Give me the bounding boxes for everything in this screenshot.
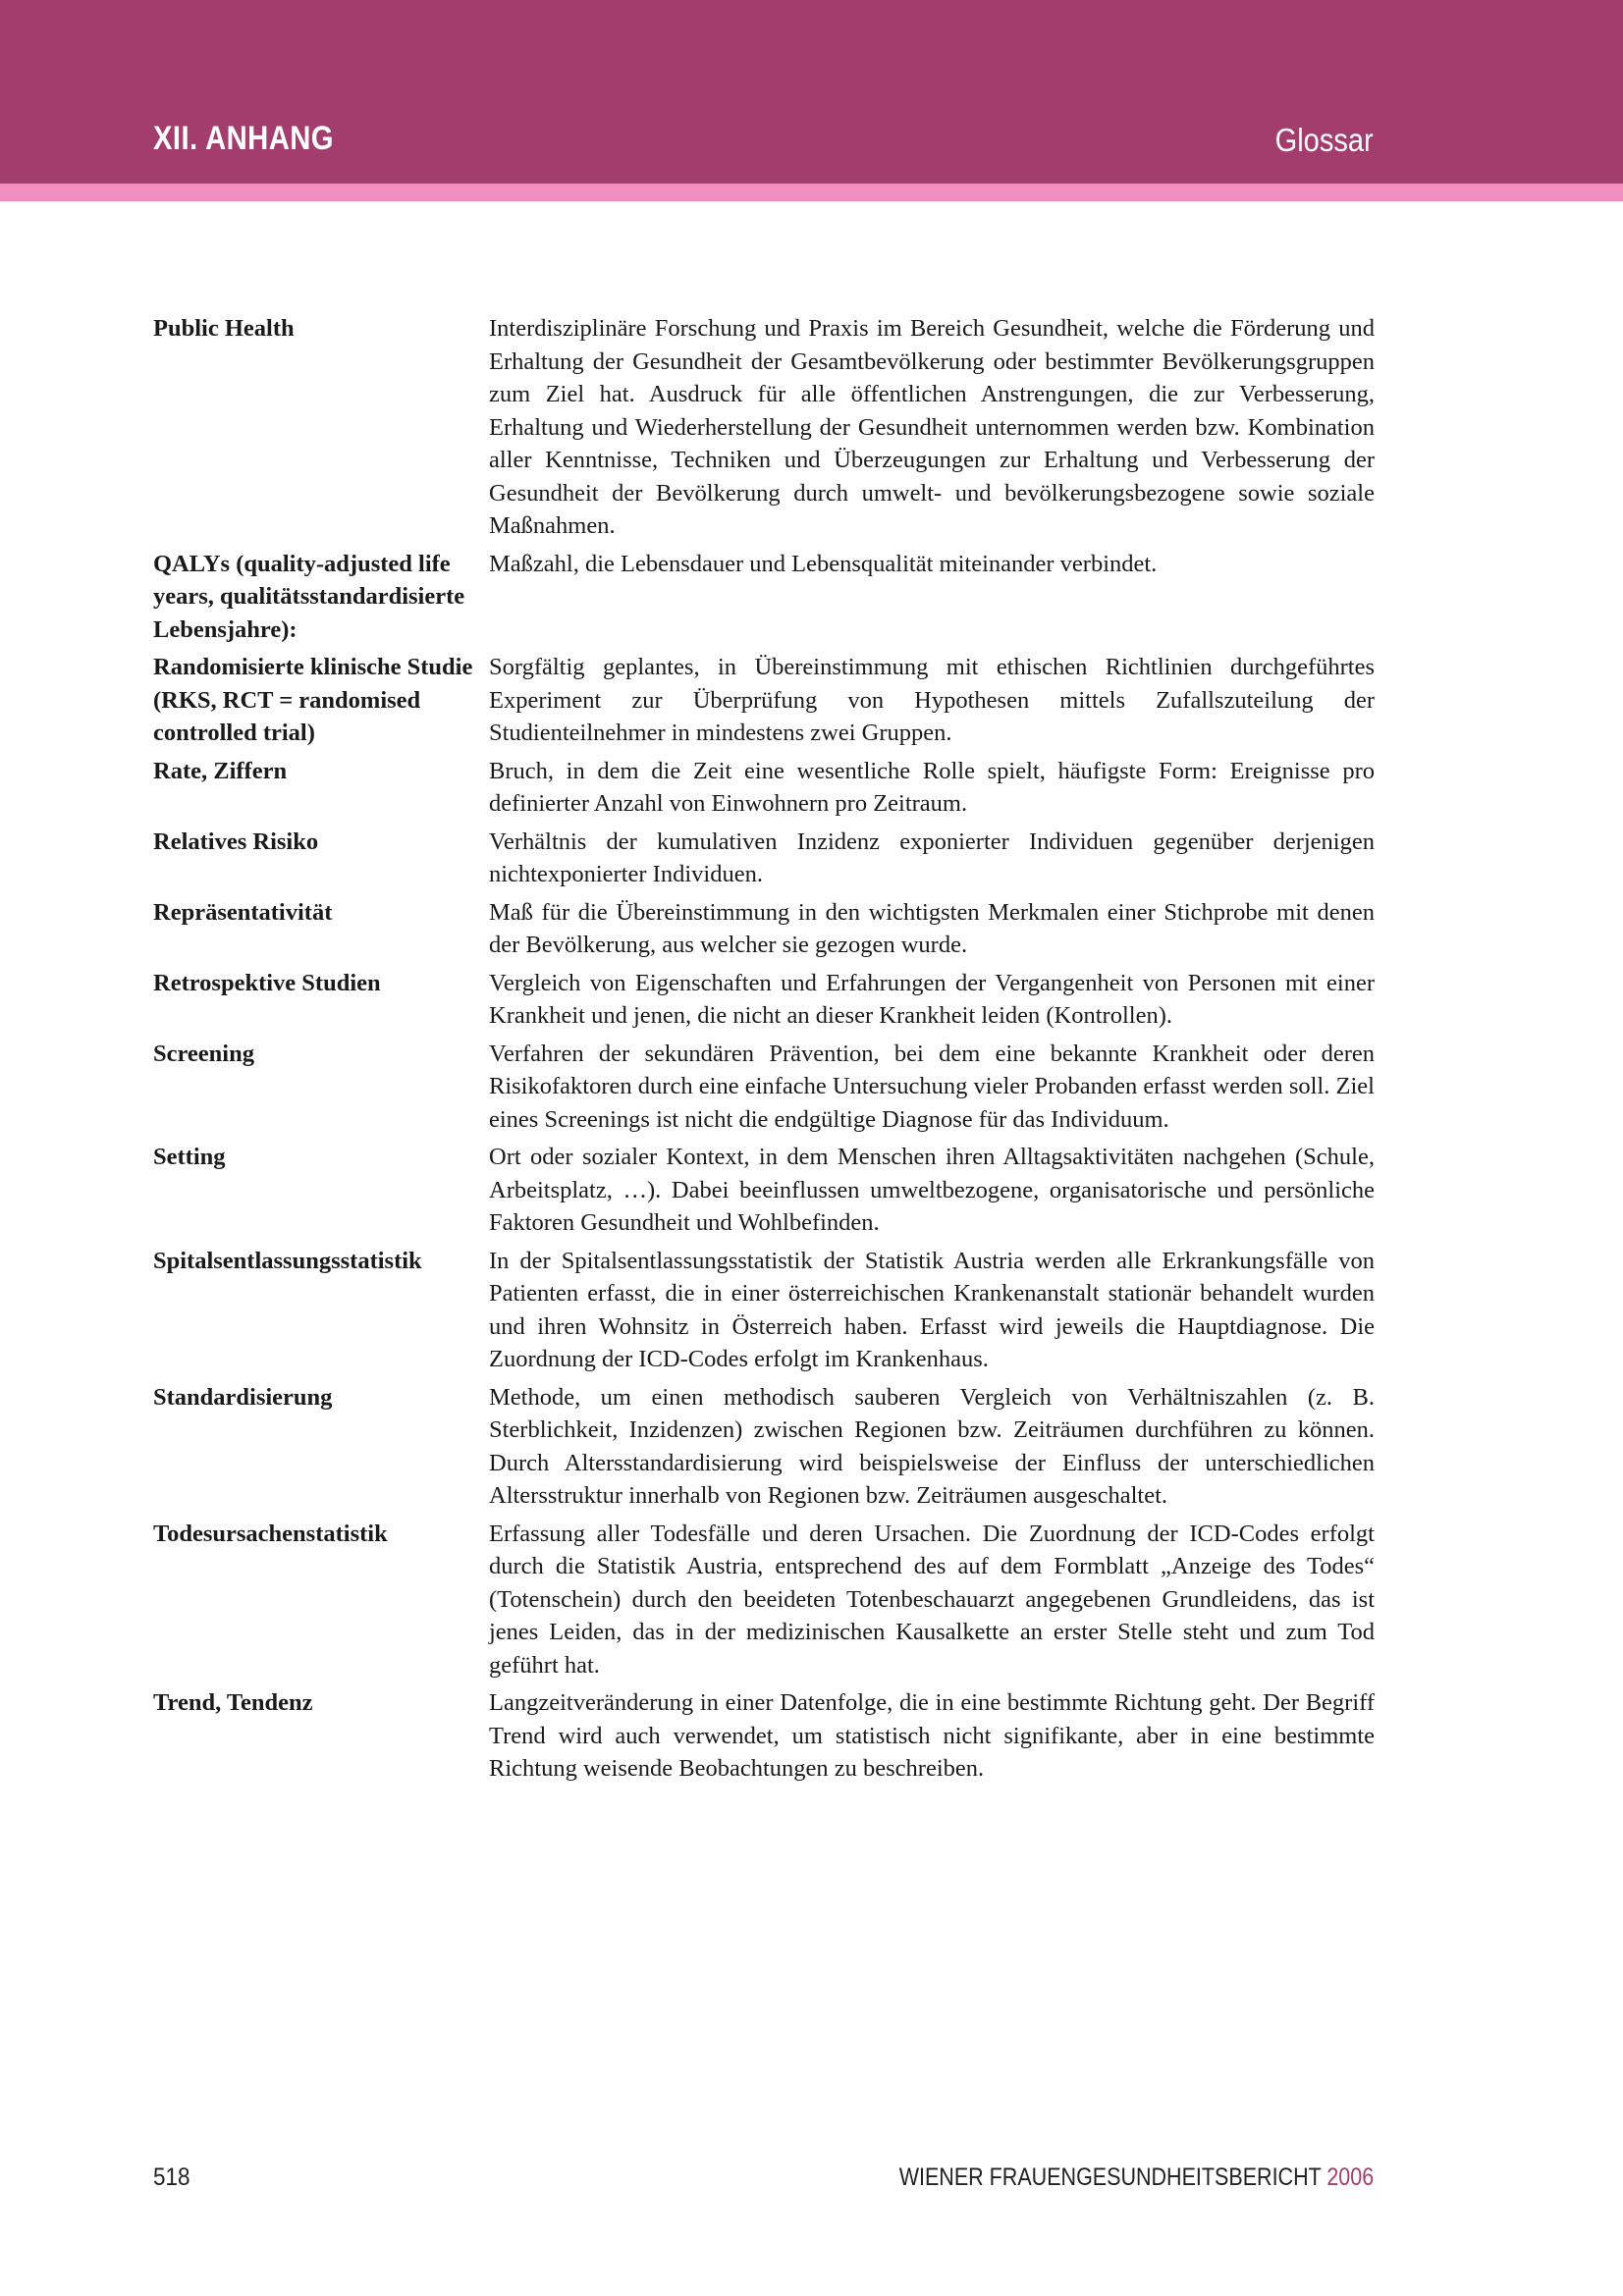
glossary-term: Retrospektive Studien <box>153 969 381 996</box>
glossary-definition: Verhältnis der kumulativen Inzidenz exponierter Individuen gegenüber derjenigen nichtexponierter Individuen. <box>489 828 1375 887</box>
glossary-definition: Sorgfältig geplantes, in Übereinstimmung mit ethischen Richtlinien durchgeführtes Experiment zur Überprüfung von Hypothesen mittels Zufallszuteilung der Studienteilnehmer in mindestens zwei Gruppen. <box>489 654 1375 746</box>
glossary-entry <box>153 1518 1375 1682</box>
publication-year: 2006 <box>1326 2163 1374 2191</box>
glossary-term: Randomisierte klinische Studie (RKS, RCT = randomised controlled trial) <box>153 654 473 746</box>
glossary-entry <box>153 1245 1375 1376</box>
glossary-entry <box>153 548 1375 647</box>
glossary-term: Setting <box>153 1144 226 1170</box>
glossary-entry <box>153 1686 1375 1786</box>
publication-name: WIENER FRAUENGESUNDHEITSBERICHT <box>898 2163 1327 2191</box>
glossary-definition: In der Spitalsentlassungsstatistik der Statistik Austria werden alle Erkrankungsfälle von Patienten erfasst, die in einer österreichischen Krankenanstalt stationär behandelt wurden und ihren Wohnsitz in Österreich haben. Erfasst wird jeweils die Hauptdiagnose. Die Zuordnung der ICD-Codes erfolgt im Krankenhaus. <box>489 1247 1375 1372</box>
glossary-list <box>153 312 1375 1790</box>
glossary-term: Standardisierung <box>153 1383 333 1411</box>
glossary-definition: Bruch, in dem die Zeit eine wesentliche Rolle spielt, häufigste Form: Ereignisse pro definierter Anzahl von Einwohnern pro Zeitraum. <box>489 757 1375 817</box>
glossary-term: Repräsentativität <box>153 898 333 926</box>
glossary-entry <box>153 755 1375 821</box>
glossary-entry <box>153 1141 1375 1240</box>
glossary-entry <box>153 651 1375 750</box>
glossary-term: Trend, Tendenz <box>153 1689 313 1716</box>
glossary-definition: Langzeitveränderung in einer Datenfolge, die in eine bestimmte Richtung geht. Der Begriff Trend wird auch verwendet, um statistisch nicht signifikante, aber in eine bestimmte Richtung weisende Beobachtungen zu beschreiben. <box>489 1689 1375 1782</box>
page-number: 518 <box>153 2163 190 2191</box>
glossary-entry <box>153 1038 1375 1137</box>
glossary-definition: Interdisziplinäre Forschung und Praxis im Bereich Gesundheit, welche die Förderung und Erhaltung der Gesundheit der Gesamtbevölkerung oder bestimmter Bevölkerungsgruppen zum Ziel hat. Ausdruck für alle öffentlichen Anstrengungen, die zur Verbesserung, Erhaltung und Wiederherstellung der Gesundheit unternommen werden bzw. Kombination aller Kenntnisse, Techniken und Überzeugungen zur Erhaltung und Verbesserung der Gesundheit der Bevölkerung durch umwelt- und bevölkerungsbezogene sowie soziale Maßnahmen. <box>489 315 1375 539</box>
glossary-entry <box>153 967 1375 1033</box>
glossary-definition: Maß für die Übereinstimmung in den wichtigsten Merkmalen einer Stichprobe mit denen der Bevölkerung, aus welcher sie gezogen wurde. <box>489 898 1375 958</box>
glossary-term: QALYs (quality-adjusted life years, qualitätsstandardisierte Lebensjahre): <box>153 550 465 643</box>
header-stripe <box>0 184 1623 201</box>
glossary-definition: Maßzahl, die Lebensdauer und Lebensqualität miteinander verbindet. <box>489 550 1158 577</box>
glossary-definition: Vergleich von Eigenschaften und Erfahrungen der Vergangenheit von Personen mit einer Krankheit und jenen, die nicht an dieser Krankheit leiden (Kontrollen). <box>489 969 1375 1029</box>
glossary-term: Public Health <box>153 315 295 342</box>
chapter-title: Glossar <box>1274 122 1374 158</box>
glossary-entry <box>153 896 1375 962</box>
publication-title <box>899 2163 1374 2192</box>
glossary-entry <box>153 1381 1375 1513</box>
glossary-definition: Erfassung aller Todesfälle und deren Ursachen. Die Zuordnung der ICD-Codes erfolgt durch die Statistik Austria, entsprechend des auf dem Formblatt „Anzeige des Todes“ (Totenschein) durch den beeideten Totenbeschauarzt angegebenen Grundleidens, das ist jenes Leiden, das in der medizinischen Kausalkette an erster Stelle steht und zum Tod geführt hat. <box>489 1520 1375 1679</box>
glossary-entry <box>153 312 1375 543</box>
glossary-term: Relatives Risiko <box>153 828 319 855</box>
glossary-term: Spitalsentlassungsstatistik <box>153 1247 422 1274</box>
glossary-definition: Ort oder sozialer Kontext, in dem Menschen ihren Alltagsaktivitäten nachgehen (Schule, Arbeitsplatz, …). Dabei beeinflussen umweltbezogene, organisatorische und persönliche Faktoren Gesundheit und Wohlbefinden. <box>489 1144 1375 1236</box>
glossary-term: Rate, Ziffern <box>153 757 288 784</box>
glossary-term: Todesursachenstatistik <box>153 1520 388 1547</box>
glossary-definition: Methode, um einen methodisch sauberen Vergleich von Verhältniszahlen (z. B. Sterblichkeit, Inzidenzen) zwischen Regionen bzw. Zeiträumen durchführen zu können. Durch Altersstandardisierung wird beispielsweise der Einfluss der unterschiedlichen Altersstruktur innerhalb von Regionen bzw. Zeiträumen ausgeschaltet. <box>489 1383 1375 1509</box>
section-title: XII. ANHANG <box>153 120 334 157</box>
glossary-definition: Verfahren der sekundären Prävention, bei dem eine bekannte Krankheit oder deren Risikofaktoren durch eine einfache Untersuchung vieler Probanden erfasst werden soll. Ziel eines Screenings ist nicht die endgültige Diagnose für das Individuum. <box>489 1040 1375 1133</box>
glossary-entry <box>153 826 1375 891</box>
glossary-term: Screening <box>153 1040 254 1067</box>
